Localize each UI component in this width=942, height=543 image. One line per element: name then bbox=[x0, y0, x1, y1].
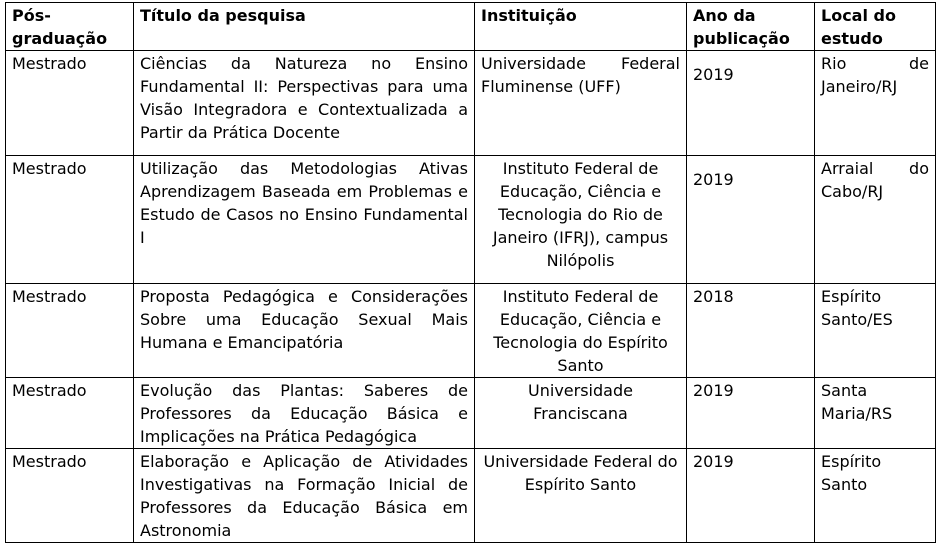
cell-local: Espírito Santo bbox=[815, 449, 936, 543]
cell-titulo: Ciências da Natureza no Ensino Fundamental II: Perspectivas para uma Visão Integradora e Contextualizada a Partir da Prática Docente bbox=[134, 51, 475, 156]
cell-local: Arraial do Cabo/RJ bbox=[815, 156, 936, 284]
header-instituicao: Instituição bbox=[475, 3, 687, 51]
cell-ano: 2019 bbox=[687, 156, 815, 284]
table-row bbox=[6, 156, 936, 284]
research-table bbox=[5, 2, 936, 543]
cell-instituicao: Instituto Federal de Educação, Ciência e Tecnologia do Rio de Janeiro (IFRJ), campus Nilópolis bbox=[475, 156, 687, 284]
cell-titulo: Proposta Pedagógica e Considerações Sobre uma Educação Sexual Mais Humana e Emancipatória bbox=[134, 284, 475, 378]
cell-instituicao: Universidade Federal do Espírito Santo bbox=[475, 449, 687, 543]
cell-titulo: Elaboração e Aplicação de Atividades Investigativas na Formação Inicial de Professores da Educação Básica em Astronomia bbox=[134, 449, 475, 543]
cell-instituicao: Instituto Federal de Educação, Ciência e Tecnologia do Espírito Santo bbox=[475, 284, 687, 378]
cell-pos: Mestrado bbox=[6, 156, 134, 284]
cell-ano: 2019 bbox=[687, 449, 815, 543]
cell-pos: Mestrado bbox=[6, 449, 134, 543]
table-row bbox=[6, 378, 936, 449]
cell-local: Rio de Janeiro/RJ bbox=[815, 51, 936, 156]
cell-pos: Mestrado bbox=[6, 284, 134, 378]
cell-instituicao: Universidade Federal Fluminense (UFF) bbox=[475, 51, 687, 156]
table-row bbox=[6, 449, 936, 543]
cell-ano: 2018 bbox=[687, 284, 815, 378]
cell-ano: 2019 bbox=[687, 378, 815, 449]
header-titulo: Título da pesquisa bbox=[134, 3, 475, 51]
cell-instituicao: Universidade Franciscana bbox=[475, 378, 687, 449]
cell-pos: Mestrado bbox=[6, 378, 134, 449]
cell-titulo: Evolução das Plantas: Saberes de Professores da Educação Básica e Implicações na Prática Pedagógica bbox=[134, 378, 475, 449]
header-pos-graduacao: Pós-graduação bbox=[6, 3, 134, 51]
cell-ano: 2019 bbox=[687, 51, 815, 156]
cell-local: Espírito Santo/ES bbox=[815, 284, 936, 378]
cell-titulo: Utilização das Metodologias Ativas Aprendizagem Baseada em Problemas e Estudo de Casos no Ensino Fundamental I bbox=[134, 156, 475, 284]
table-row bbox=[6, 51, 936, 156]
table-header-row bbox=[6, 3, 936, 51]
cell-pos: Mestrado bbox=[6, 51, 134, 156]
table-row bbox=[6, 284, 936, 378]
cell-local: Santa Maria/RS bbox=[815, 378, 936, 449]
header-ano: Ano da publicação bbox=[687, 3, 815, 51]
header-local: Local do estudo bbox=[815, 3, 936, 51]
